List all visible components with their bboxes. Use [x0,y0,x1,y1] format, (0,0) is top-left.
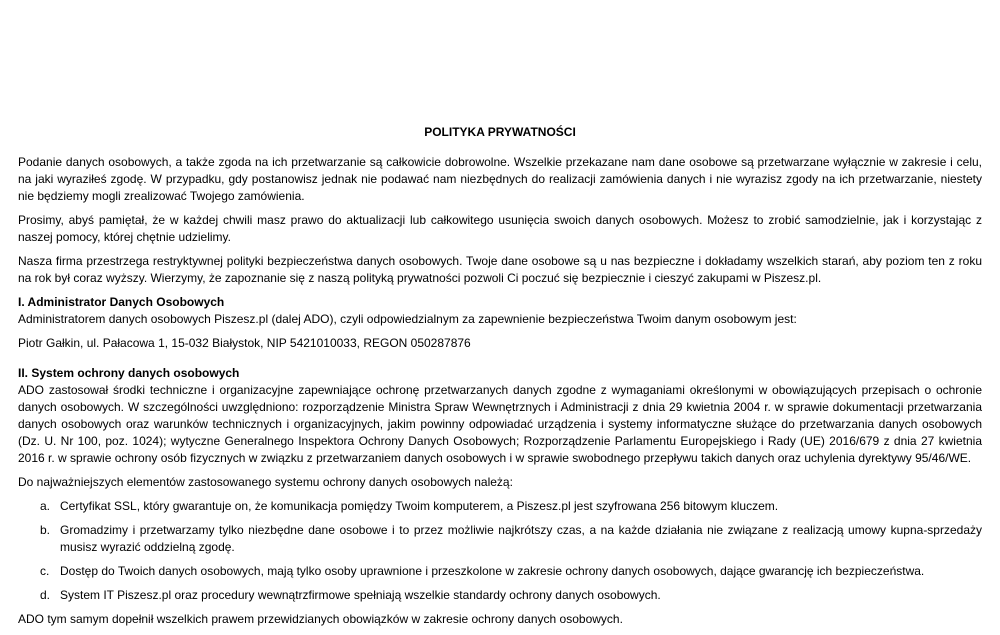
list-item-text: Gromadzimy i przetwarzamy tylko niezbędne dane osobowe i to przez możliwie najkrótszy czas, a na każde działania nie związane z realizacją umowy kupna-sprzedaży musisz wyrazić oddzielną zgodę. [60,523,982,554]
administrator-address: Piotr Gałkin, ul. Pałacowa 1, 15-032 Białystok, NIP 5421010033, REGON 050287876 [18,336,471,350]
protection-system-text: ADO zastosował środki techniczne i organizacyjne zapewniające ochronę przetwarzanych danych zgodne z wymaganiami określonymi w obowiązujących przepisach o ochronie danych osobowych. W szczególności uwzględniono: rozporządzenie Ministra Spraw Wewnętrznych i Administracji z dnia 29 kwietnia 2004 r. w sprawie dokumentacji przetwarzania danych osobowych oraz warunków technicznych i organizacyjnych, jakim powinny odpowiadać urządzenia i systemy informatyczne służące do przetwarzania danych osobowych (Dz. U. Nr 100, poz. 1024); wytyczne Generalnego Inspektora Ochrony Danych Osobowych; Rozporządzenie Parlamentu Europejskiego i Rady (UE) 2016/679 z dnia 27 kwietnia 2016 r. w sprawie ochrony osób fizycznych w związku z przetwarzaniem danych osobowych i w sprawie swobodnego przepływu takich danych oraz uchylenia dyrektywy 95/46/WE. [18,383,982,465]
protection-closing: ADO tym samym dopełnił wszelkich prawem przewidzianych obowiązków w zakresie ochrony danych osobowych. [18,612,623,626]
list-item [18,498,982,515]
protection-measures-list [18,498,982,604]
administrator-text: Administratorem danych osobowych Piszesz.pl (dalej ADO), czyli odpowiedzialnym za zapewnienie bezpieczeństwa Twoim danym osobowym jest: [18,312,797,326]
list-item-text: Dostęp do Twoich danych osobowych, mają tylko osoby uprawnione i przeszkolone w zakresie ochrony danych osobowych, dające gwarancję ich bezpieczeństwa. [60,564,925,578]
section-heading-protection-system: II. System ochrony danych osobowych [18,366,240,380]
list-item-marker: b. [40,523,51,537]
list-item-marker: a. [40,499,51,513]
list-item-text: Certyfikat SSL, który gwarantuje on, że komunikacja pomiędzy Twoim komputerem, a Piszesz.pl jest szyfrowana 256 bitowym kluczem. [60,499,779,513]
policy-document [18,124,982,635]
list-item-marker: c. [40,564,50,578]
section-heading-administrator: I. Administrator Danych Osobowych [18,295,225,309]
document-title: POLITYKA PRYWATNOŚCI [424,125,576,139]
protection-list-intro: Do najważniejszych elementów zastosowanego systemu ochrony danych osobowych należą: [18,475,513,489]
list-item [18,563,982,580]
list-item-text: System IT Piszesz.pl oraz procedury wewnątrzfirmowe spełniają wszelkie standardy ochrony danych osobowych. [60,588,661,602]
list-item-marker: d. [40,588,51,602]
list-item [18,522,982,556]
intro-paragraph-voluntary: Podanie danych osobowych, a także zgoda na ich przetwarzanie są całkowicie dobrowolne. Wszelkie przekazane nam dane osobowe są przetwarzane wyłącznie w zakresie i celu, na jaki wyraziłeś zgodę. W przypadku, gdy postanowisz jednak nie podawać nam niezbędnych do realizacji zamówienia danych i nie wyrazisz zgody na ich przetwarzanie, niestety nie będziemy mogli zrealizować Twojego zamówienia. [18,155,982,203]
intro-paragraph-rights: Prosimy, abyś pamiętał, że w każdej chwili masz prawo do aktualizacji lub całkowitego usunięcia swoich danych osobowych. Możesz to zrobić samodzielnie, jak i korzystając z naszej pomocy, której chętnie udzielimy. [18,213,982,244]
list-item [18,587,982,604]
intro-paragraph-security: Nasza firma przestrzega restryktywnej polityki bezpieczeństwa danych osobowych. Twoje dane osobowe są u nas bezpieczne i dokładamy wszelkich starań, aby poziom ten z roku na rok był coraz wyższy. Wierzymy, że zapoznanie się z naszą polityką prywatności pozwoli Ci poczuć się bezpiecznie i cieszyć zakupami w Piszesz.pl. [18,254,982,285]
